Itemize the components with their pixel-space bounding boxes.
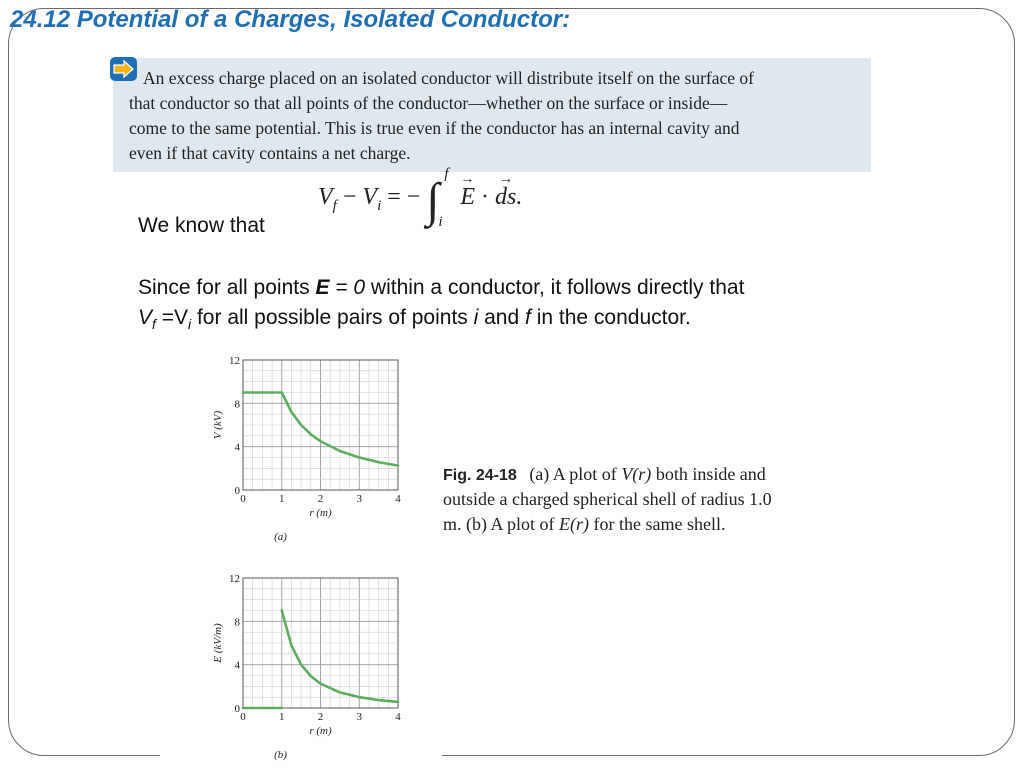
eq-v: V: [318, 184, 333, 210]
slide-title: 24.12 Potential of a Charges, Isolated Conductor:: [10, 6, 571, 33]
key-idea-line: come to the same potential. This is true even if the conductor has an internal cavity and: [129, 118, 740, 138]
eq-v: V: [362, 184, 378, 210]
x-tick-label: 1: [279, 711, 285, 723]
y-tick-label: 4: [234, 659, 240, 672]
key-idea-box: [113, 58, 871, 172]
x-tick-label: 3: [356, 711, 362, 723]
eq-equals: = −: [387, 184, 421, 210]
potential-equation: $V_f - V_i$ = − ∫ f i → E · → ds.: [318, 166, 523, 230]
key-idea-arrow-icon: [110, 57, 137, 81]
eq-sub-f: f: [332, 197, 337, 214]
subplot-label: (a): [274, 531, 287, 543]
y-tick-label: 12: [229, 573, 240, 585]
x-tick-label: 2: [317, 711, 324, 723]
eq-sub-i: i: [377, 197, 382, 214]
integral-upper: f: [444, 166, 449, 182]
y-tick-label: 4: [234, 441, 240, 454]
eq-dot: ·: [480, 184, 489, 210]
figure-caption: Fig. 24-18 (a) A plot of V(r) both inside and outside a charged spherical shell of radius 1.0 m. (b) A plot of E(r) for the same shell.: [443, 464, 772, 534]
eq-vector-e: E: [460, 184, 475, 210]
x-tick-label: 0: [240, 711, 246, 723]
y-tick-label: 8: [234, 398, 240, 411]
y-axis-label: E (kV/m): [212, 623, 224, 663]
x-axis-label: r (m): [309, 507, 332, 519]
field-plot-svg: [205, 570, 405, 770]
key-idea-line: An excess charge placed on an isolated conductor will distribute itself on the surface of: [143, 68, 755, 88]
subplot-label: (b): [274, 749, 287, 761]
y-tick-label: 0: [234, 485, 240, 497]
integral-sign: ∫: [426, 174, 440, 227]
y-tick-label: 8: [234, 616, 240, 629]
integral-lower: i: [438, 214, 443, 230]
key-idea-line: even if that cavity contains a net charge.: [129, 143, 411, 163]
y-tick-label: 12: [229, 355, 240, 367]
we-know-text: We know that: [138, 214, 265, 237]
potential-plot: [205, 352, 405, 552]
since-line-2: $V_f =V_i$ for all possible pairs of points i and f in the conductor.: [138, 306, 691, 333]
potential-plot-svg: [205, 352, 405, 552]
figure-label: Fig. 24-18: [443, 467, 517, 484]
x-tick-label: 2: [317, 493, 324, 505]
x-tick-label: 0: [240, 493, 246, 505]
x-tick-label: 1: [279, 493, 285, 505]
eq-minus: −: [342, 184, 357, 210]
x-tick-label: 4: [395, 493, 401, 505]
x-axis-label: r (m): [309, 725, 332, 737]
y-axis-label: V (kV): [212, 410, 224, 440]
key-idea-line: that conductor so that all points of the conductor—whether on the surface or inside—: [129, 93, 728, 113]
eq-vector-ds: ds.: [494, 184, 523, 210]
field-plot: [205, 570, 405, 770]
x-tick-label: 3: [356, 493, 362, 505]
since-line-1: Since for all points E = 0 within a conductor, it follows directly that: [138, 276, 745, 299]
x-tick-label: 4: [395, 711, 401, 723]
y-tick-label: 0: [234, 703, 240, 715]
